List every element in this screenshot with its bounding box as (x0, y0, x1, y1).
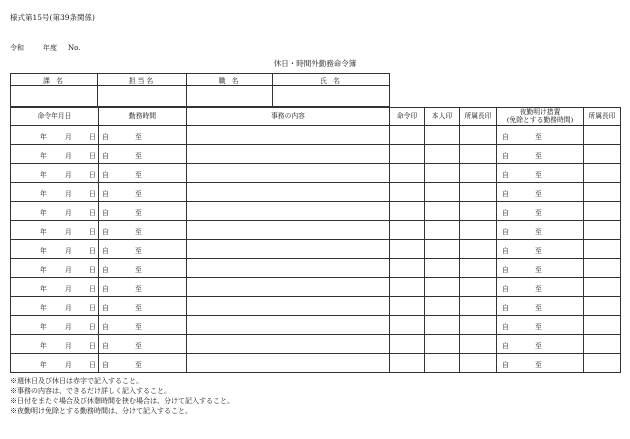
table-row (11, 316, 621, 335)
night-measure-cell[interactable] (497, 316, 584, 335)
night-measure-cell[interactable] (497, 202, 584, 221)
order-date-cell[interactable] (11, 164, 99, 183)
day-mark: 日 (89, 152, 96, 160)
chief-seal-cell[interactable] (460, 259, 497, 278)
from-mark: 自 (502, 285, 509, 293)
to-mark: 至 (535, 209, 542, 217)
order-date-cell[interactable] (11, 145, 99, 164)
work-hours-cell[interactable] (99, 126, 187, 145)
self-seal-cell[interactable] (425, 240, 460, 259)
to-mark: 至 (535, 342, 542, 350)
from-mark: 自 (502, 152, 509, 160)
order-date-cell[interactable] (11, 278, 99, 297)
month-mark: 月 (65, 209, 72, 217)
work-content-cell[interactable] (187, 297, 390, 316)
table-row (11, 145, 621, 164)
day-mark: 日 (89, 266, 96, 274)
self-seal-cell[interactable] (425, 221, 460, 240)
order-date-cell[interactable] (11, 335, 99, 354)
column-header-night-measure (497, 108, 584, 126)
night-measure-cell[interactable] (497, 164, 584, 183)
to-mark: 至 (535, 247, 542, 255)
year-mark: 年 (40, 247, 47, 255)
chief-seal-2-cell[interactable] (584, 202, 621, 221)
month-mark: 月 (65, 361, 72, 369)
note-4: ※夜勤明け免除とする勤務時間は、分けて記入すること。 (10, 407, 192, 415)
to-mark: 至 (135, 190, 142, 198)
staff-field[interactable] (98, 86, 187, 107)
to-mark: 至 (135, 285, 142, 293)
work-content-cell[interactable] (187, 259, 390, 278)
order-seal-cell[interactable] (390, 164, 425, 183)
month-mark: 月 (65, 304, 72, 312)
from-mark: 自 (102, 304, 109, 312)
chief-seal-2-cell[interactable] (584, 221, 621, 240)
to-mark: 至 (535, 171, 542, 179)
work-order-table (10, 107, 621, 373)
chief-seal-2-cell[interactable] (584, 354, 621, 373)
work-hours-cell[interactable] (99, 202, 187, 221)
from-mark: 自 (102, 133, 109, 141)
to-mark: 至 (135, 323, 142, 331)
position-field[interactable] (187, 86, 273, 107)
table-row (11, 259, 621, 278)
order-seal-cell[interactable] (390, 221, 425, 240)
table-row (11, 278, 621, 297)
form-number: 様式第15号(第39条関係) (10, 13, 95, 22)
work-content-cell[interactable] (187, 335, 390, 354)
year-mark: 年 (40, 190, 47, 198)
to-mark: 至 (135, 247, 142, 255)
self-seal-cell[interactable] (425, 183, 460, 202)
self-seal-cell[interactable] (425, 278, 460, 297)
name-label: 氏 名 (273, 74, 390, 86)
to-mark: 至 (535, 152, 542, 160)
order-date-cell[interactable] (11, 259, 99, 278)
to-mark: 至 (535, 133, 542, 141)
day-mark: 日 (89, 209, 96, 217)
order-seal-cell[interactable] (390, 335, 425, 354)
month-mark: 月 (65, 266, 72, 274)
column-header-chief-seal-2: 所属長印 (584, 108, 621, 126)
month-mark: 月 (65, 190, 72, 198)
month-mark: 月 (65, 152, 72, 160)
month-mark: 月 (65, 323, 72, 331)
order-seal-cell[interactable] (390, 145, 425, 164)
order-date-cell[interactable] (11, 354, 99, 373)
table-row (11, 335, 621, 354)
column-header-order-date: 命令年月日 (11, 108, 99, 126)
from-mark: 自 (102, 323, 109, 331)
month-mark: 月 (65, 171, 72, 179)
work-hours-cell[interactable] (99, 164, 187, 183)
to-mark: 至 (135, 304, 142, 312)
self-seal-cell[interactable] (425, 202, 460, 221)
chief-seal-cell[interactable] (460, 240, 497, 259)
day-mark: 日 (89, 361, 96, 369)
night-measure-cell[interactable] (497, 297, 584, 316)
to-mark: 至 (135, 133, 142, 141)
night-measure-cell[interactable] (497, 240, 584, 259)
from-mark: 自 (502, 228, 509, 236)
day-mark: 日 (89, 304, 96, 312)
table-row (11, 297, 621, 316)
order-date-cell[interactable] (11, 221, 99, 240)
from-mark: 自 (502, 247, 509, 255)
table-row (11, 202, 621, 221)
night-measure-cell[interactable] (497, 354, 584, 373)
year-mark: 年 (40, 152, 47, 160)
chief-seal-cell[interactable] (460, 278, 497, 297)
to-mark: 至 (535, 190, 542, 198)
day-mark: 日 (89, 133, 96, 141)
year-mark: 年 (40, 361, 47, 369)
day-mark: 日 (89, 190, 96, 198)
table-row (11, 221, 621, 240)
section-field[interactable] (11, 86, 98, 107)
from-mark: 自 (502, 304, 509, 312)
year-mark: 年 (40, 323, 47, 331)
work-content-cell[interactable] (187, 145, 390, 164)
work-content-cell[interactable] (187, 354, 390, 373)
to-mark: 至 (535, 266, 542, 274)
to-mark: 至 (135, 342, 142, 350)
year-mark: 年 (40, 285, 47, 293)
work-content-cell[interactable] (187, 202, 390, 221)
day-mark: 日 (89, 342, 96, 350)
order-date-cell[interactable] (11, 202, 99, 221)
to-mark: 至 (135, 228, 142, 236)
night-measure-cell[interactable] (497, 335, 584, 354)
order-seal-cell[interactable] (390, 278, 425, 297)
table-row (11, 354, 621, 373)
work-hours-cell[interactable] (99, 335, 187, 354)
day-mark: 日 (89, 247, 96, 255)
column-header-work-content: 事務の内容 (187, 108, 390, 126)
from-mark: 自 (102, 342, 109, 350)
work-hours-cell[interactable] (99, 221, 187, 240)
number-label: No. (68, 44, 81, 52)
chief-seal-cell[interactable] (460, 354, 497, 373)
from-mark: 自 (102, 266, 109, 274)
from-mark: 自 (102, 285, 109, 293)
table-row (11, 183, 621, 202)
order-seal-cell[interactable] (390, 240, 425, 259)
from-mark: 自 (102, 228, 109, 236)
from-mark: 自 (102, 171, 109, 179)
to-mark: 至 (535, 323, 542, 331)
to-mark: 至 (135, 152, 142, 160)
work-content-cell[interactable] (187, 316, 390, 335)
work-hours-cell[interactable] (99, 297, 187, 316)
column-header-order-seal: 命令印 (390, 108, 425, 126)
to-mark: 至 (535, 228, 542, 236)
order-seal-cell[interactable] (390, 202, 425, 221)
order-date-cell[interactable] (11, 126, 99, 145)
chief-seal-2-cell[interactable] (584, 259, 621, 278)
self-seal-cell[interactable] (425, 316, 460, 335)
self-seal-cell[interactable] (425, 126, 460, 145)
work-hours-cell[interactable] (99, 145, 187, 164)
year-mark: 年 (40, 266, 47, 274)
work-content-cell[interactable] (187, 240, 390, 259)
chief-seal-cell[interactable] (460, 335, 497, 354)
to-mark: 至 (135, 361, 142, 369)
chief-seal-2-cell[interactable] (584, 278, 621, 297)
chief-seal-2-cell[interactable] (584, 145, 621, 164)
table-row (11, 126, 621, 145)
to-mark: 至 (535, 304, 542, 312)
order-seal-cell[interactable] (390, 297, 425, 316)
year-mark: 年 (40, 133, 47, 141)
chief-seal-cell[interactable] (460, 183, 497, 202)
chief-seal-2-cell[interactable] (584, 335, 621, 354)
month-mark: 月 (65, 247, 72, 255)
column-header-work-hours: 勤務時間 (99, 108, 187, 126)
order-seal-cell[interactable] (390, 354, 425, 373)
order-date-cell[interactable] (11, 316, 99, 335)
to-mark: 至 (535, 361, 542, 369)
year-label: 年度 (43, 44, 57, 52)
day-mark: 日 (89, 323, 96, 331)
month-mark: 月 (65, 133, 72, 141)
order-seal-cell[interactable] (390, 126, 425, 145)
day-mark: 日 (89, 228, 96, 236)
day-mark: 日 (89, 171, 96, 179)
chief-seal-2-cell[interactable] (584, 183, 621, 202)
from-mark: 自 (102, 190, 109, 198)
note-2: ※事務の内容は、できるだけ詳しく記入すること。 (10, 387, 171, 395)
self-seal-cell[interactable] (425, 164, 460, 183)
self-seal-cell[interactable] (425, 354, 460, 373)
to-mark: 至 (135, 266, 142, 274)
work-hours-cell[interactable] (99, 316, 187, 335)
work-hours-cell[interactable] (99, 354, 187, 373)
era-prefix: 令和 (10, 44, 24, 52)
to-mark: 至 (535, 285, 542, 293)
chief-seal-cell[interactable] (460, 145, 497, 164)
chief-seal-cell[interactable] (460, 202, 497, 221)
from-mark: 自 (102, 209, 109, 217)
from-mark: 自 (502, 190, 509, 198)
from-mark: 自 (502, 209, 509, 217)
from-mark: 自 (502, 266, 509, 274)
chief-seal-2-cell[interactable] (584, 240, 621, 259)
order-date-cell[interactable] (11, 183, 99, 202)
self-seal-cell[interactable] (425, 145, 460, 164)
from-mark: 自 (102, 152, 109, 160)
from-mark: 自 (502, 133, 509, 141)
order-seal-cell[interactable] (390, 183, 425, 202)
night-measure-cell[interactable] (497, 278, 584, 297)
self-seal-cell[interactable] (425, 297, 460, 316)
month-mark: 月 (65, 228, 72, 236)
chief-seal-cell[interactable] (460, 126, 497, 145)
note-1: ※週休日及び休日は赤字で記入すること。 (10, 377, 143, 385)
work-content-cell[interactable] (187, 221, 390, 240)
night-measure-cell[interactable] (497, 183, 584, 202)
year-mark: 年 (40, 342, 47, 350)
to-mark: 至 (135, 171, 142, 179)
self-seal-cell[interactable] (425, 259, 460, 278)
to-mark: 至 (135, 209, 142, 217)
year-mark: 年 (40, 304, 47, 312)
from-mark: 自 (502, 342, 509, 350)
from-mark: 自 (102, 247, 109, 255)
work-hours-cell[interactable] (99, 259, 187, 278)
work-content-cell[interactable] (187, 278, 390, 297)
page-title: 休日・時間外勤務命令簿 (273, 59, 357, 68)
column-header-self-seal: 本人印 (425, 108, 460, 126)
chief-seal-cell[interactable] (460, 316, 497, 335)
night-measure-cell[interactable] (497, 259, 584, 278)
work-hours-cell[interactable] (99, 278, 187, 297)
month-mark: 月 (65, 285, 72, 293)
staff-label: 担当名 (98, 74, 187, 86)
from-mark: 自 (102, 361, 109, 369)
night-measure-line2: (免除とする勤務時間) (506, 115, 574, 124)
position-label: 職 名 (187, 74, 273, 86)
chief-seal-cell[interactable] (460, 221, 497, 240)
chief-seal-2-cell[interactable] (584, 126, 621, 145)
work-hours-cell[interactable] (99, 183, 187, 202)
work-content-cell[interactable] (187, 164, 390, 183)
name-field[interactable] (273, 86, 390, 107)
work-content-cell[interactable] (187, 183, 390, 202)
order-date-cell[interactable] (11, 240, 99, 259)
chief-seal-2-cell[interactable] (584, 164, 621, 183)
note-3: ※日付をまたぐ場合及び休憩時間を挟む場合は、分けて記入すること。 (10, 397, 234, 405)
night-measure-cell[interactable] (497, 126, 584, 145)
work-content-cell[interactable] (187, 126, 390, 145)
night-measure-cell[interactable] (497, 221, 584, 240)
chief-seal-2-cell[interactable] (584, 316, 621, 335)
from-mark: 自 (502, 171, 509, 179)
night-measure-cell[interactable] (497, 145, 584, 164)
work-hours-cell[interactable] (99, 240, 187, 259)
chief-seal-2-cell[interactable] (584, 297, 621, 316)
night-measure-line1: 夜勤明け措置 (519, 108, 561, 117)
column-header-chief-seal: 所属長印 (460, 108, 497, 126)
table-row (11, 164, 621, 183)
order-date-cell[interactable] (11, 297, 99, 316)
table-row (11, 240, 621, 259)
from-mark: 自 (502, 323, 509, 331)
chief-seal-cell[interactable] (460, 297, 497, 316)
day-mark: 日 (89, 285, 96, 293)
year-mark: 年 (40, 171, 47, 179)
order-seal-cell[interactable] (390, 316, 425, 335)
self-seal-cell[interactable] (425, 335, 460, 354)
year-mark: 年 (40, 228, 47, 236)
notes (10, 376, 234, 416)
month-mark: 月 (65, 342, 72, 350)
section-label: 課 名 (11, 74, 98, 86)
from-mark: 自 (502, 361, 509, 369)
year-mark: 年 (40, 209, 47, 217)
order-seal-cell[interactable] (390, 259, 425, 278)
chief-seal-cell[interactable] (460, 164, 497, 183)
header-info-table (10, 73, 390, 107)
